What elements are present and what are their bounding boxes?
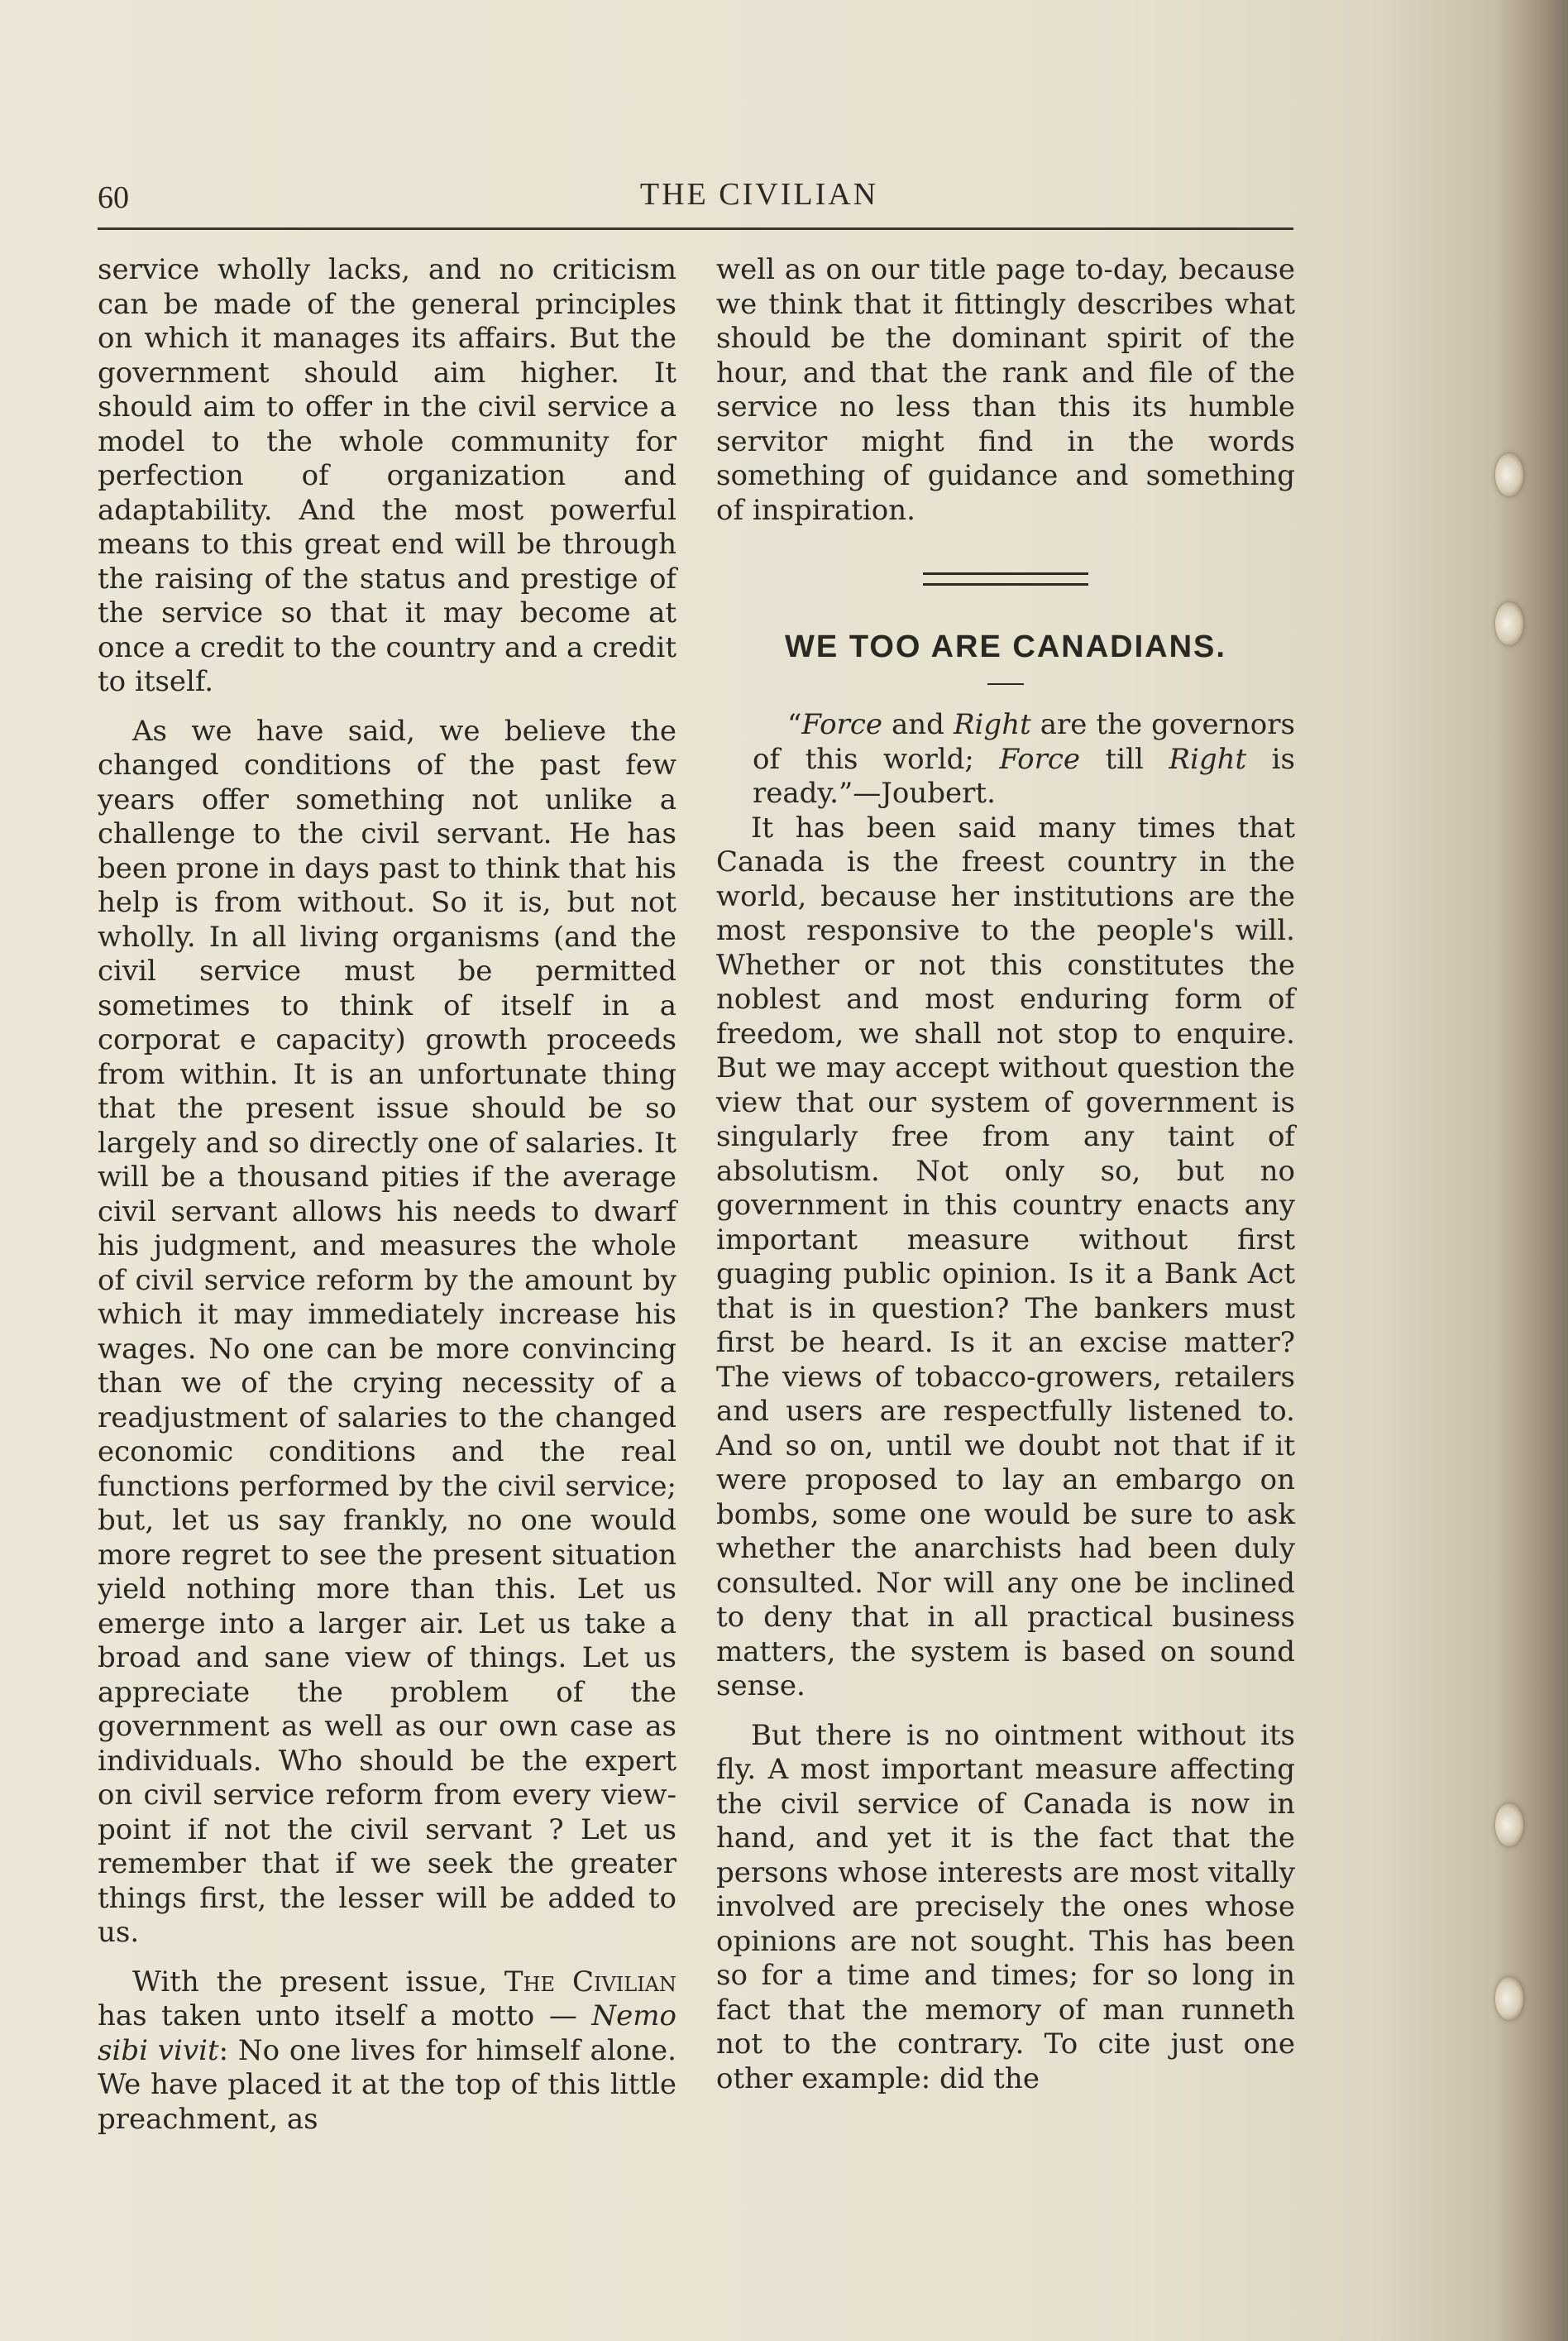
paragraph: But there is no ointment without its fly. A most important measure affecting the civil service of Canada is now in hand, and yet it is the fact that the persons whose interests are most vitally involved are precisely the ones whose opinions are not sought. This has been so for a time and times; for so long in fact that the memory of man runneth not to the contrary. To cite just one other example: did the bbox=[716, 1718, 1295, 2095]
paragraph: As we have said, we believe the changed conditions of the past few years offer something not unlike a challenge to the civil servant. He has been prone in days past to think that his help is from without. So it is, but not wholly. In all living organisms (and the civil service must be permitted sometimes to think of itself in a corporat e capacity) growth proceeds from within. It is an unfortunate thing that the present issue should be so largely and so directly one of salaries. It will be a thousand pities if the average civil servant allows his needs to dwarf his judgment, and measures the whole of civil service reform by the amount by which it may immediately increase his wages. No one can be more convincing than we of the crying necessity of a readjustment of salaries to the changed economic conditions and the real functions performed by the civil service; but, let us say frankly, no one would more regret to see the present situation yield nothing more than this. Let us emerge into a larger air. Let us take a broad and sane view of things. Let us appreciate the problem of the government as well as our own case as individuals. Who should be the expert on civil service reform from every view-point if not the civil servant ? Let us remember that if we seek the greater things first, the lesser will be added to us. bbox=[98, 714, 676, 1949]
binding-hole bbox=[1495, 1977, 1523, 2020]
magazine-title-caps: The Civilian bbox=[504, 1965, 677, 1999]
right-column bbox=[716, 253, 1295, 2096]
paragraph: It has been said many times that Canada is the freest country in the world, because her institutions are the most responsive to the people's will. Whether or not this constitutes the noblest and most enduring form of freedom, we shall not stop to enquire. But we may accept without question the view that our system of government is singularly free from any taint of absolutism. Not only so, but no government in this country enacts any important measure without first guaging public opinion. Is it a Bank Act that is in question? The bankers must first be heard. Is it an excise matter? The views of tobacco-growers, retailers and users are respectfully listened to. And so on, until we doubt not that if it were proposed to lay an embargo on bombs, some one would be sure to ask whether the anarchists had been duly consulted. Nor will any one be inclined to deny that in all practical business matters, the system is based on sound sense. bbox=[716, 811, 1295, 1702]
binding-hole bbox=[1495, 453, 1523, 496]
page-number: 60 bbox=[98, 180, 129, 215]
left-column bbox=[98, 253, 676, 2137]
title-dash bbox=[987, 683, 1024, 685]
page-header bbox=[98, 176, 1297, 218]
running-title: THE CIVILIAN bbox=[639, 177, 879, 212]
paragraph: service wholly lacks, and no criticism can be made of the general principles on which it manages its affairs. But the government should aim higher. It should aim to offer in the civil service a model to the whole community for perfection of organization and adaptability. And the most powerful means to this great end will be through the raising of the status and prestige of the service so that it may become at once a credit to the country and a credit to itself. bbox=[98, 253, 676, 698]
paragraph: well as on our title page to-day, because we think that it fittingly describes what should be the dominant spirit of the hour, and that the rank and file of the service no less than this its humble servitor might find in the words something of guidance and something of inspiration. bbox=[716, 253, 1295, 527]
epigraph: “Force and Right are the governors of this world; Force till Right is ready.”—Joubert. bbox=[753, 708, 1295, 810]
binding-hole bbox=[1495, 1803, 1523, 1846]
section-title: WE TOO ARE CANADIANS. bbox=[785, 630, 1226, 664]
header-rule bbox=[98, 227, 1293, 230]
paragraph-motto: With the present issue, The Civilian has taken unto itself a motto — Nemo sibi vivit: No one lives for himself alone. We have placed it at the top of this little preachment, as bbox=[98, 1965, 677, 2136]
binding-hole bbox=[1495, 602, 1523, 645]
motto: Nemo sibi vivit bbox=[98, 1999, 676, 2067]
section-ornament bbox=[923, 572, 1088, 586]
